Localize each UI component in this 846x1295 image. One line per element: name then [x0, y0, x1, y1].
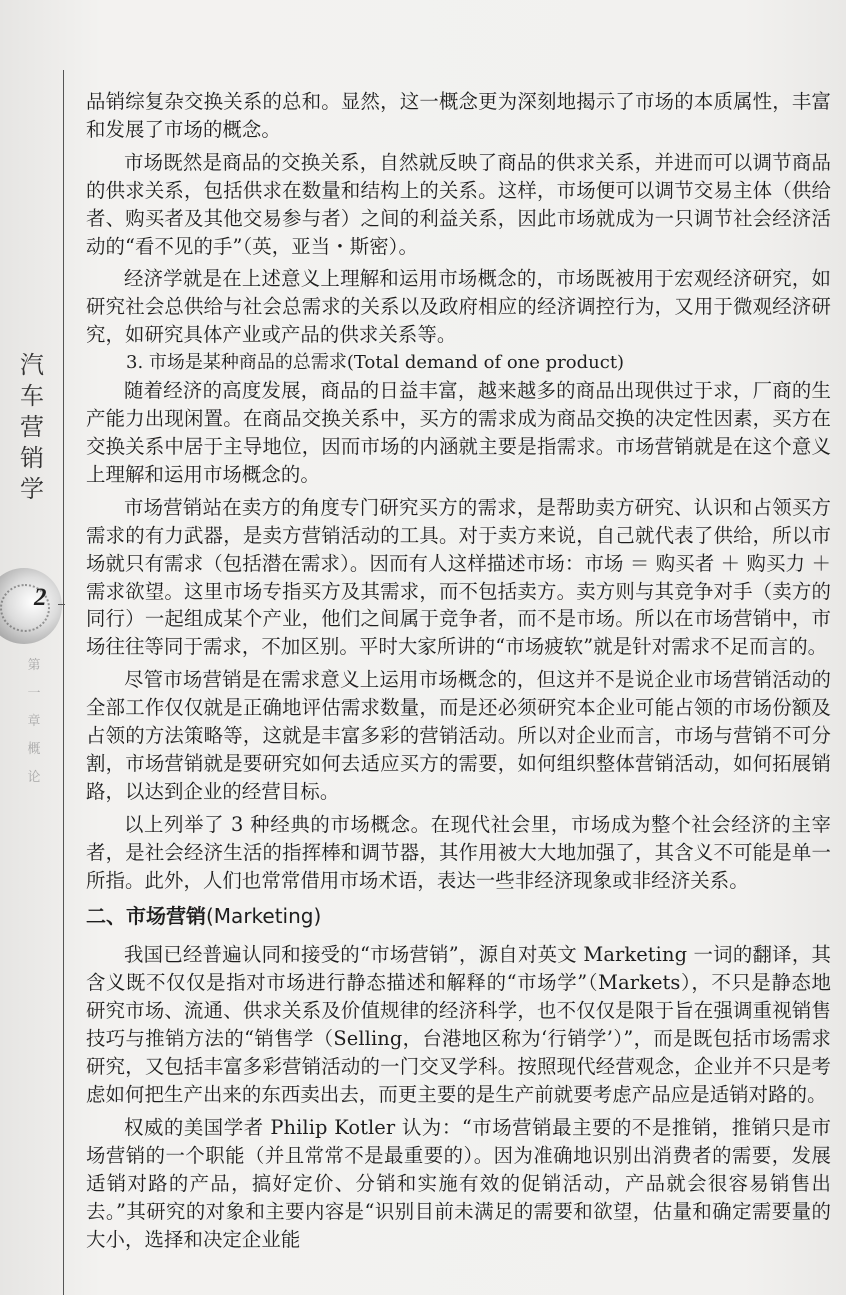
section-heading-marketing [86, 901, 831, 931]
paragraph: 尽管市场营销是在需求意义上运用市场概念的，但这并不是说企业市场营销活动的全部工作仅仅就是正确地评估需求数量，而是还必须研究本企业可能占领的市场份额及占领的方法策略等，这就是丰富多彩的营销活动。所以对企业而言，市场与营销不可分割，市场营销就是要研究如何去适应买方的需要，如何组织整体营销活动，如何拓展销路，以达到企业的经营目标。 [86, 668, 831, 803]
paragraph: 经济学就是在上述意义上理解和运用市场概念的，市场既被用于宏观经济研究，如研究社会总供给与社会总需求的关系以及政府相应的经济调控行为，又用于微观经济研究，如研究具体产业或产品的供求关系等。 [86, 267, 831, 347]
badge-rule [58, 604, 65, 605]
chapter-char: 第 [27, 658, 41, 673]
book-title-char: 销 [20, 444, 44, 472]
paragraph: 我国已经普遍认同和接受的“市场营销”，源自对英文 Marketing 一词的翻译，其含义既不仅仅是指对市场进行静态描述和解释的“市场学”（Markets），不只是静态地研究市场、流通、供求关系及价值规律的经济科学，也不仅仅是限于旨在强调重视销售技巧与推销方法的“销售学（Selling，台港地区称为‘行销学’）”，而是既包括市场需求研究，又包括丰富多彩营销活动的一门交叉学科。按照现代经营观念，企业并不只是考虑如何把生产出来的东西卖出去，而更主要的是生产前就要考虑产品应是适销对路的。 [86, 943, 831, 1106]
chapter-char: 论 [27, 770, 41, 785]
chapter-char: 一 [27, 686, 41, 701]
paragraph: 市场营销站在卖方的角度专门研究买方的需求，是帮助卖方研究、认识和占领买方需求的有力武器，是卖方营销活动的工具。对于卖方来说，自己就代表了供给，所以市场就只有需求（包括潜在需求）。因而有人这样描述市场：市场 ＝ 购买者 ＋ 购买力 ＋ 需求欲望。这里市场专指买方及其需求，而不包括卖方。卖方则与其竞争对手（卖方的同行）一起组成某个产业，他们之间属于竞争者，而不是市场。所以在市场营销中，市场往往等同于需求，不加区别。平时大家所讲的“市场疲软”就是针对需求不足而言的。 [86, 495, 831, 659]
book-title-char: 营 [20, 413, 44, 441]
subheading-english: (Total demand of one product) [346, 352, 625, 374]
margin-rule [63, 70, 64, 1295]
paragraph: 以上列举了 3 种经典的市场概念。在现代社会里，市场成为整个社会经济的主宰者，是社会经济生活的指挥棒和调节器，其作用被大大地加强了，其含义不可能是单一所指。此外，人们也常常借用市场术语，表达一些非经济现象或非经济关系。 [86, 812, 831, 892]
book-title-vertical [12, 350, 52, 505]
paragraph: 品销综复杂交换关系的总和。显然，这一概念更为深刻地揭示了市场的本质属性，丰富和发展了市场的概念。 [86, 90, 831, 141]
book-title-char: 学 [20, 475, 44, 503]
chapter-char: 章 [27, 714, 41, 729]
body-text [86, 88, 831, 1253]
paragraph: 随着经济的高度发展，商品的日益丰富，越来越多的商品出现供过于求，厂商的生产能力出现闲置。在商品交换关系中，买方的需求成为商品交换的决定性因素，买方在交换关系中居于主导地位，因而市场的内涵就主要是指需求。市场营销就是在这个意义上理解和运用市场概念的。 [86, 379, 831, 486]
subheading-text: 3. 市场是某种商品的总需求 [126, 352, 347, 374]
paragraph: 市场既然是商品的交换关系，自然就反映了商品的供求关系，并进而可以调节商品的供求关系，包括供求在数量和结构上的关系。这样，市场便可以调节交易主体（供给者、购买者及其他交易参与者）之间的利益关系，因此市场就成为一只调节社会经济活动的“看不见的手”（英，亚当・斯密）。 [86, 150, 831, 258]
page-number: 2 [34, 584, 47, 611]
section-heading-english: (Marketing) [206, 904, 322, 929]
book-title-char: 汽 [20, 351, 44, 379]
section-heading-text: 二、市场营销 [86, 904, 206, 929]
paragraph: 权威的美国学者 Philip Kotler 认为：“市场营销最主要的不是推销，推销只是市场营销的一个职能（并且常常不是最重要的）。因为准确地识别出消费者的需要，发展适销对路的产品，搞好定价、分销和实施有效的促销活动，产品就会很容易销售出去。”其研究的对象和主要内容是“识别目前未满足的需要和欲望，估量和确定需要量的大小，选择和决定企业能 [86, 1115, 831, 1251]
chapter-tag-vertical [20, 652, 48, 792]
chapter-char: 概 [27, 742, 41, 757]
book-title-char: 车 [20, 382, 44, 410]
subheading-total-demand [86, 349, 831, 377]
